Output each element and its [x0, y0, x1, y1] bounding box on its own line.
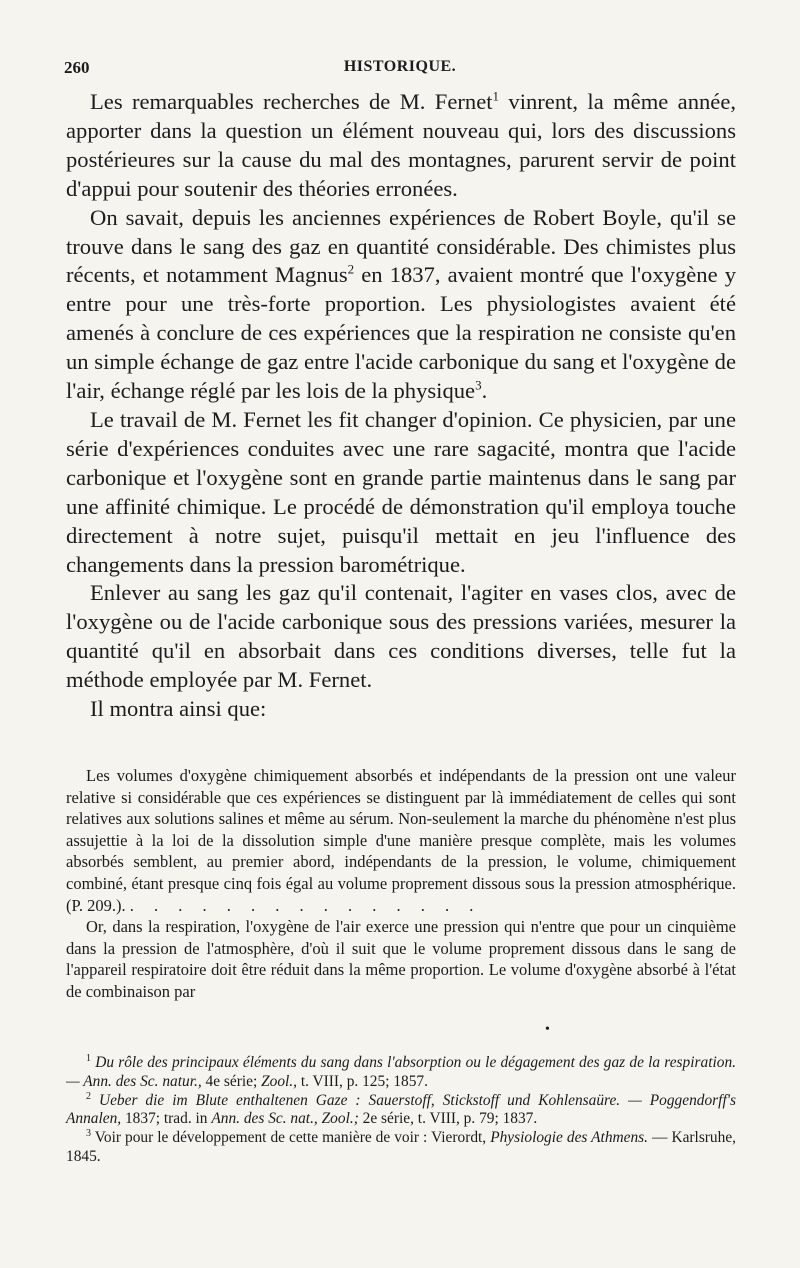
- footnote: $^1$ Du rôle des principaux éléments du sang dans l'absorption ou le dégagement des gaz de la respiration. — Ann. des Sc. natur., 4e série; Zool., t. VIII, p. 125; 1857.: [66, 1052, 736, 1090]
- page-number: 260: [64, 58, 90, 77]
- footnote-ref[interactable]: 3: [475, 377, 482, 393]
- main-text: [66, 88, 736, 724]
- footnote-ref[interactable]: 1: [492, 88, 500, 104]
- footnotes: [66, 1054, 736, 1167]
- footnote: $^3$ Voir pour le développement de cette manière de voir : Vierordt, Physiologie des Athmens. — Karlsruhe, 1845.: [66, 1128, 736, 1165]
- paragraph: Les remarquables recherches de M. Fernet$^1$ vinrent, la même année, apporter dans la question un élément nouveau qui, lors des discussions postérieures sur la cause du mal des montagnes, parurent servir de point d'appui pour soutenir des théories erronées.: [66, 88, 736, 201]
- paragraph: Le travail de M. Fernet les fit changer d'opinion. Ce physicien, par une série d'expériences conduites avec une rare sagacité, montra que l'acide carbonique et l'oxygène sont en grande partie maintenus dans le sang par une affinité chimique. Le procédé de démonstration qu'il employa touche directement à notre sujet, puisqu'il mettait en jeu l'influence des changements dans la pression barométrique.: [66, 406, 736, 577]
- paragraph: Il montra ainsi que:: [90, 696, 267, 722]
- footnote: $^2$ Ueber die im Blute enthaltenen Gaze : Sauerstoff, Stickstoff und Kohlensaüre. — Poggendorff's Annalen, 1837; trad. in Ann. des Sc. nat., Zool.; 2e série, t. VIII, p. 79; 1837.: [66, 1090, 736, 1128]
- ellipsis-dots: . . . . . . . . . . . . . . .: [129, 895, 482, 915]
- footnote-ref[interactable]: 2: [347, 261, 355, 277]
- page-header: [64, 58, 736, 84]
- block-quote: [66, 765, 736, 1003]
- bullet-mark: •: [545, 1022, 550, 1037]
- paragraph: On savait, depuis les anciennes expériences de Robert Boyle, qu'il se trouve dans le sang des gaz en quantité considérable. Des chimistes plus récents, et notamment Magnus$^2$ en 1837, avaient montré que l'oxygène y entre pour une très-forte proportion. Les physiologistes avaient été amenés à conclure de ces expériences que la respiration ne consiste qu'en un simple échange de gaz entre l'acide carbonique du sang et l'oxygène de l'air, échange réglé par les lois de la physique$^3$.: [66, 204, 736, 404]
- running-head: HISTORIQUE.: [343, 58, 457, 75]
- quote-paragraph: Les volumes d'oxygène chimiquement absorbés et indépendants de la pression ont une valeur relative si considérable que ces expériences se distinguent par là immédiatement de celles qui sont relatives aux solutions salines et même au sérum. Non-seulement la marche du phénomène n'est plus assujettie à la loi de la dissolution simple d'une manière presque complète, mais les volumes absorbés semblent, au premier abord, indépendants de la pression, le volume, chimiquement combiné, étant presque cinq fois égal au volume proprement dissous sous la pression atmosphérique. (P. 209.). . . . . . . . . . . . . . . .: [66, 766, 736, 915]
- quote-paragraph: Or, dans la respiration, l'oxygène de l'air exerce une pression qui n'entre que pour un cinquième dans la pression de l'atmosphère, d'où il suit que le volume proprement dissous dans le sang de l'appareil respiratoire doit être réduit dans la même proportion. Le volume d'oxygène absorbé à l'état de combinaison par: [66, 917, 736, 1001]
- paragraph: Enlever au sang les gaz qu'il contenait, l'agiter en vases clos, avec de l'oxygène ou de l'acide carbonique sous des pressions variées, mesurer la quantité qu'il en absorbait dans ces conditions diverses, telle fut la méthode employée par M. Fernet.: [66, 580, 736, 693]
